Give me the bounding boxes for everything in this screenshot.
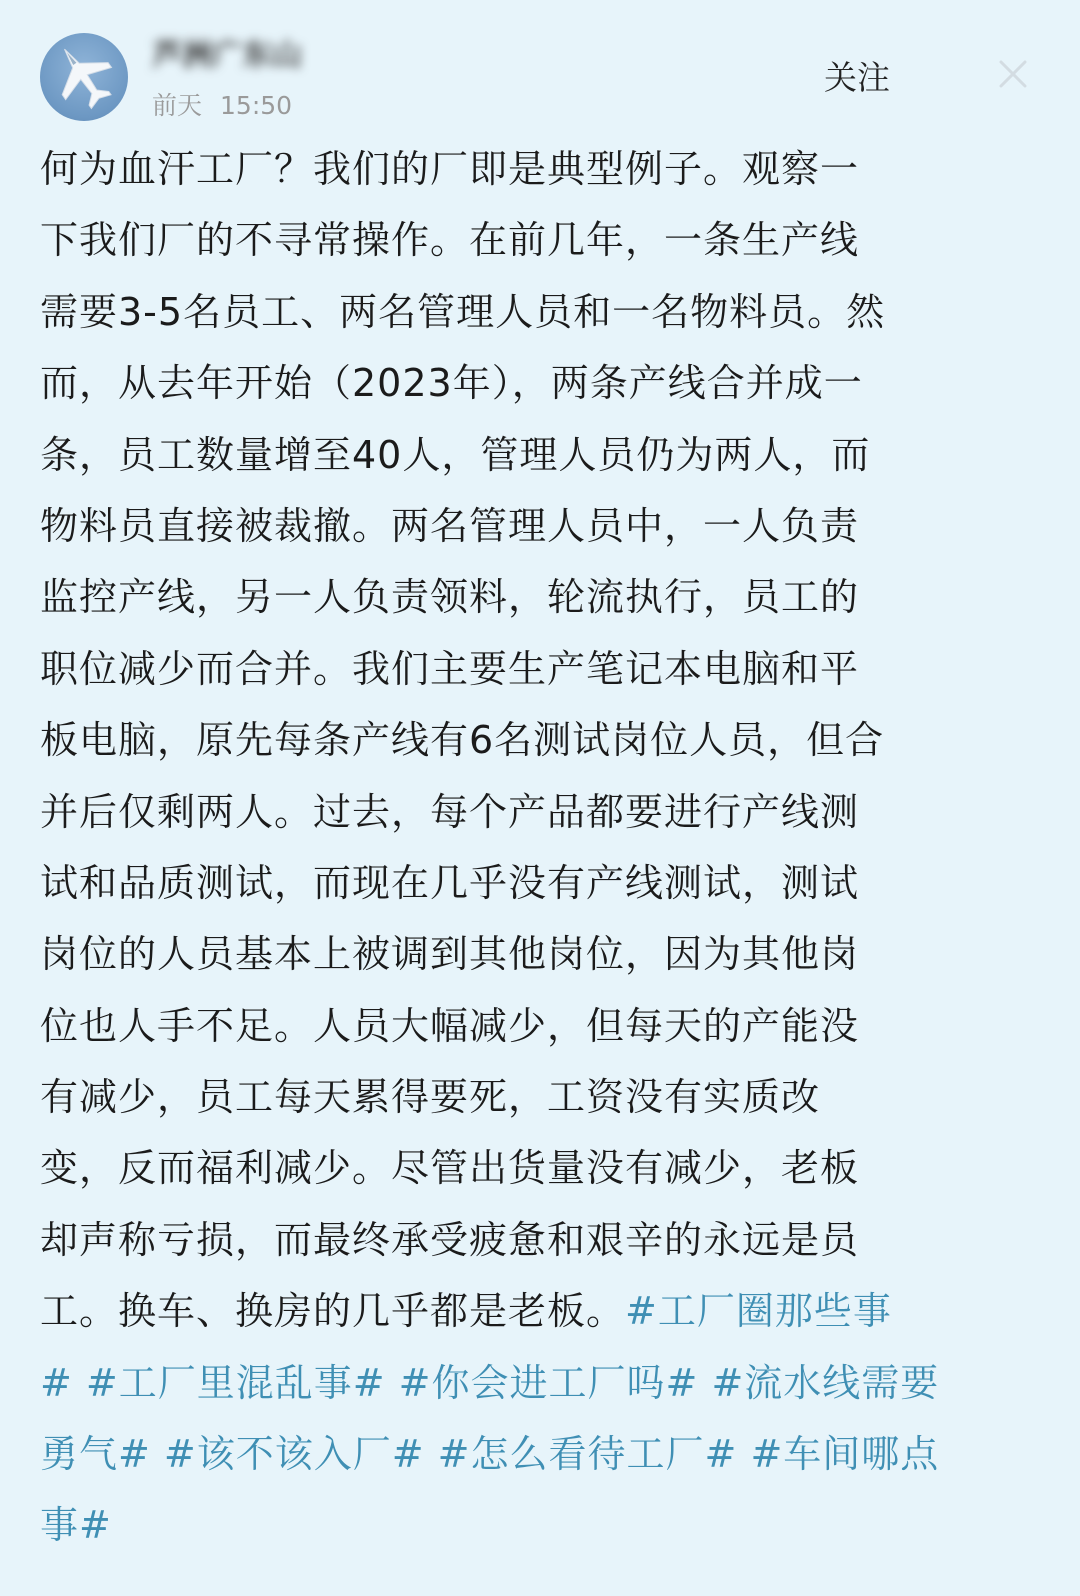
post-text-line: 岗位的人员基本上被调到其他岗位，因为其他岗 (40, 932, 860, 977)
post-timestamp (152, 86, 292, 122)
post-text-line: 并后仅剩两人。过去，每个产品都要进行产线测 (40, 789, 860, 834)
hashtag-link[interactable]: #工厂圈那些事 (625, 1289, 892, 1334)
hashtag-link[interactable]: # #工厂里混乱事# #你会进工厂吗# #流水线需要 (40, 1360, 940, 1405)
author-name[interactable]: 芦洲广东山 (152, 38, 302, 70)
post-header (0, 0, 1080, 128)
timestamp-day: 前天 (152, 91, 203, 120)
post-text-line: 变，反而福利减少。尽管出货量没有减少，老板 (40, 1146, 860, 1191)
close-icon[interactable] (995, 56, 1031, 92)
hashtag-link[interactable]: 勇气# #该不该入厂# #怎么看待工厂# #车间哪点 (40, 1432, 940, 1477)
follow-button[interactable]: 关注 (824, 58, 890, 97)
post-text-line: 而，从去年开始（2023年），两条产线合并成一 (40, 361, 863, 406)
post-text-line: 下我们厂的不寻常操作。在前几年，一条生产线 (40, 218, 860, 263)
post-text-line: 却声称亏损，而最终承受疲惫和艰辛的永远是员 (40, 1217, 860, 1262)
post-body (40, 134, 1025, 1562)
fighter-jet-icon (40, 33, 128, 121)
post-text-line: 有减少，员工每天累得要死，工资没有实质改 (40, 1075, 821, 1120)
timestamp-clock: 15:50 (220, 91, 293, 120)
post-text-line: 条，员工数量增至40人，管理人员仍为两人，而 (40, 432, 871, 477)
post-text-line: 何为血汗工厂？我们的厂即是典型例子。观察一 (40, 147, 860, 191)
post-text-line: 位也人手不足。人员大幅减少，但每天的产能没 (40, 1003, 860, 1048)
post-text-line: 物料员直接被裁撤。两名管理人员中，一人负责 (40, 503, 860, 548)
post-text-line (40, 1276, 1025, 1347)
post-text-line: 板电脑，原先每条产线有6名测试岗位人员，但合 (40, 718, 885, 763)
hashtag-link[interactable]: 事# (40, 1503, 112, 1548)
post-text-segment: 工。换车、换房的几乎都是老板。 (40, 1289, 626, 1334)
post-text-line: 职位减少而合并。我们主要生产笔记本电脑和平 (40, 646, 860, 691)
post-text-line: 试和品质测试，而现在几乎没有产线测试，测试 (40, 860, 860, 905)
post-text-line: 监控产线，另一人负责领料，轮流执行，员工的 (40, 575, 860, 620)
post-text-line: 需要3-5名员工、两名管理人员和一名物料员。然 (40, 289, 886, 334)
avatar[interactable] (40, 33, 128, 121)
